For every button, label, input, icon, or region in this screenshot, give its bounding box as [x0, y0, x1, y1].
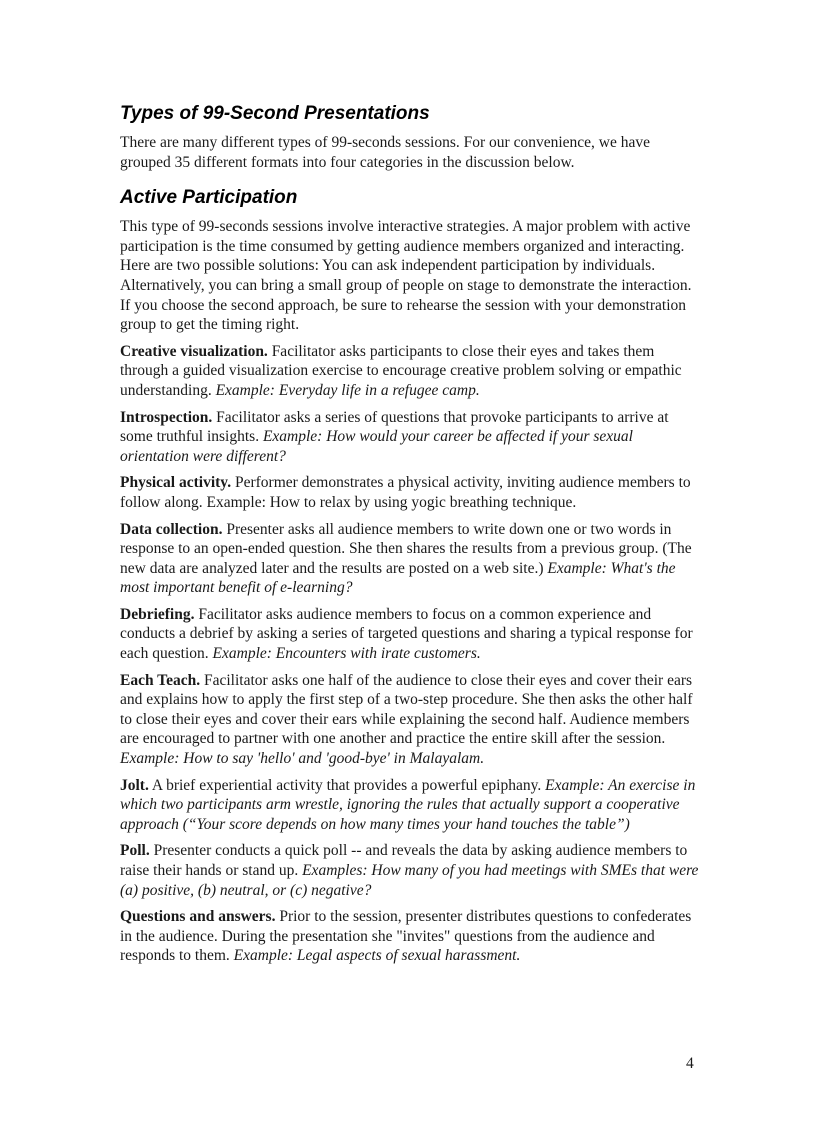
entry-example: Example: How to say 'hello' and 'good-bye' in Malayalam. [120, 750, 485, 768]
entry-term: Data collection. [120, 520, 223, 538]
entry-creative-visualization [120, 342, 700, 401]
entry-text: Facilitator asks a series of questions that provoke participants to arrive at some truthful insights. [120, 408, 669, 446]
entry-example: Example: An exercise in which two participants arm wrestle, ignoring the rules that actually support a cooperative approach (“Your score depends on how many times your hand touches the table”) [120, 776, 696, 833]
entry-text: Performer demonstrates a physical activity, inviting audience members to follow along. Example: How to relax by using yogic breathing technique. [120, 474, 691, 511]
section-heading-active-participation: Active Participation [120, 187, 298, 209]
section-heading-types: Types of 99-Second Presentations [120, 103, 430, 124]
entry-text: Facilitator asks participants to close their eyes and takes them through a guided visualization exercise to encourage creative problem solving or empathic understanding. [120, 342, 682, 399]
entry-example: Example: Everyday life in a refugee camp. [215, 381, 480, 399]
entry-physical-activity [120, 473, 700, 512]
entry-term: Debriefing. [120, 605, 195, 623]
entry-debriefing [120, 605, 700, 664]
entry-introspection [120, 408, 700, 467]
document-page [120, 102, 700, 973]
entry-jolt [120, 776, 700, 835]
active-participation-intro: This type of 99-seconds sessions involve interactive strategies. A major problem with active participation is the time consumed by getting audience members organized and interacting. Here are two possible solutions: You can ask independent participation by individuals. Alternatively, you can bring a small group of people on stage to demonstrate the interaction. If you choose the second approach, be sure to rehearse the session with your demonstration group to get the timing right. [120, 218, 692, 334]
entry-term: Creative visualization. [120, 342, 268, 360]
entry-term: Questions and answers. [120, 908, 276, 926]
entry-example: Example: How would your career be affected if your sexual orientation were different? [120, 428, 633, 465]
entry-text: Facilitator asks one half of the audience to close their eyes and cover their ears and explains how to apply the first step of a two-step procedure. She then asks the other half to close their eyes and cover their ears while explaining the second half. Audience members are encouraged to partner with one another and practice the entire skill after the session. [120, 671, 693, 748]
entry-each-teach [120, 671, 700, 769]
entry-data-collection [120, 520, 700, 598]
entry-example: Examples: How many of you had meetings with SMEs that were (a) positive, (b) neutral, or (c) negative? [120, 862, 699, 899]
entry-term: Introspection. [120, 408, 213, 426]
entry-questions-and-answers [120, 907, 700, 966]
entry-poll [120, 841, 700, 900]
entry-term: Each Teach. [120, 671, 201, 689]
entry-term: Jolt. [120, 776, 149, 794]
entry-example: Example: What's the most important benefit of e-learning? [120, 559, 676, 597]
entry-text: Presenter asks all audience members to write down one or two words in response to an open-ended question. She then shares the results from a previous group. (The new data are analyzed later and the results are posted on a web site.) [120, 520, 692, 577]
entry-text: Prior to the session, presenter distributes questions to confederates in the audience. During the presentation she "invites" questions from the audience and responds to them. [120, 908, 692, 965]
page-number: 4 [686, 1055, 694, 1072]
intro-paragraph: There are many different types of 99-seconds sessions. For our convenience, we have grouped 35 different formats into four categories in the discussion below. [120, 134, 650, 171]
entry-term: Physical activity. [120, 474, 232, 492]
entry-example: Example: Legal aspects of sexual harassment. [233, 947, 521, 965]
entry-text: A brief experiential activity that provides a powerful epiphany. [148, 776, 546, 794]
entry-example: Example: Encounters with irate customers. [212, 645, 481, 663]
entry-term: Poll. [120, 842, 150, 860]
entry-text: Facilitator asks audience members to focus on a common experience and conducts a debrief by asking a series of targeted questions and sharing a typical response for each question. [120, 605, 693, 663]
entry-text: Presenter conducts a quick poll -- and reveals the data by asking audience members to raise their hands or stand up. [120, 842, 688, 879]
